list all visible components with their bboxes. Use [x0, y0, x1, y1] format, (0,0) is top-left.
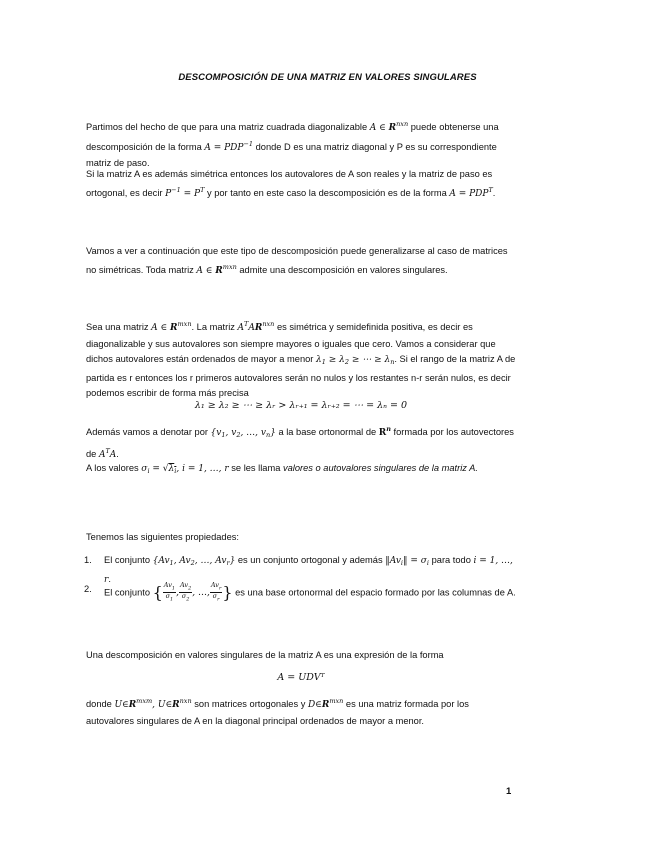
- math-v-set: {$v_1$, $v_2$, …, $v_n$}: [210, 428, 276, 439]
- p8-text-c: es una matriz formada por los autovalores singulares de A en la diagonal principal ordenados de mayor a menor.: [86, 699, 469, 726]
- paragraph-svd-definition: Una descomposición en valores singulares de la matriz A es una expresión de la forma: [86, 650, 444, 660]
- p8-text-b: son matrices ortogonales y: [191, 699, 308, 709]
- p5-text-c: formada por los autovectores de: [86, 427, 514, 459]
- math-P-inv-PT: $P^{-1} = P^T$: [165, 185, 205, 199]
- math-Av-set: {$Av_1$, $Av_2$, …, $Av_r$}: [152, 556, 236, 567]
- p6-text-a: A los valores: [86, 463, 142, 473]
- math-norm-Avi: $‖Av_i‖ = \sigma_i$: [385, 556, 430, 567]
- page-title: DESCOMPOSICIÓN DE UNA MATRIZ EN VALORES SINGULARES: [178, 72, 477, 83]
- math-ATA-2: $A^TA$: [98, 446, 117, 460]
- prop1-text-c: para todo: [429, 555, 474, 565]
- p4-text-a: Sea una matriz: [86, 322, 152, 332]
- math-ATA: $A^TAR^{nxn}$: [237, 320, 275, 333]
- p2-text-b: y por tanto en este caso la descomposición es de la forma: [204, 187, 450, 198]
- prop2-text-b: es una base ortonormal del espacio formado por las columnas de A.: [232, 587, 516, 598]
- p3-text-b: admite una descomposición en valores singulares.: [236, 264, 448, 275]
- properties-intro: Tenemos las siguientes propiedades:: [86, 532, 239, 542]
- math-i-range: i = 1, …, r: [104, 556, 513, 585]
- math-sigma-def: $\sigma_i = √\lambda_i$, i = 1, …, r: [141, 464, 229, 475]
- p4-text-b: . La matriz: [191, 322, 238, 332]
- property-item-2: [84, 581, 516, 604]
- math-U-V: $U\in R^{mxm}$, $U\in R^{nxn}$: [114, 697, 192, 710]
- prop2-text-a: El conjunto: [104, 587, 153, 598]
- math-A-PDPT: $A = PDP^T$: [449, 185, 493, 199]
- equation-eigen-order: λ₁ ≥ λ₂ ≥ ⋯ ≥ λᵣ > λᵣ₊₁ = λᵣ₊₂ = ⋯ = λₙ = 0: [194, 400, 408, 411]
- property-item-1: 1. El conjunto {$Av_1$, $Av_2$, …, $Av_r$} es un conjunto ortogonal y además $‖Av_i‖ = \sigma_i$ para todo i = 1, …, r.: [84, 555, 513, 585]
- property-number-1: 1.: [84, 555, 92, 565]
- p1-text-b: puede obtenerse una descomposición de la forma: [86, 122, 499, 152]
- paragraph-ata: [86, 317, 516, 402]
- p1-text-c: donde D es una matriz diagonal y P es su correspondiente matriz de paso.: [86, 141, 497, 168]
- math-A-in-Rmxn-2: A ∈ $R^{mxn}$: [151, 320, 192, 333]
- paragraph-diagonalizable: [86, 117, 516, 172]
- p4-text-d: . Si el rango de la matriz A de partida es r entonces los r primeros autovalores serán no nulos y los restantes n-r serán nulos, es decir podemos escribir de forma más precisa: [86, 354, 516, 398]
- property-number-2: 2.: [84, 584, 92, 594]
- p6-text-c: valores o autovalores singulares de la matriz A.: [282, 463, 478, 473]
- paragraph-svd-components: [86, 694, 516, 729]
- paragraph-singular-values: [86, 461, 516, 480]
- p5-text-b: a la base ortonormal de: [275, 427, 379, 437]
- math-A-in-Rmxn: A ∈ $R^{mxn}$: [196, 262, 237, 276]
- prop1-text-a: El conjunto: [104, 555, 153, 565]
- math-Rn: $R^n$: [378, 425, 391, 438]
- p1-text-a: Partimos del hecho de que para una matriz cuadrada diagonalizable: [86, 122, 370, 132]
- math-D: $D\in R^{mxn}$: [307, 697, 344, 710]
- page-number: 1: [506, 786, 512, 797]
- prop1-text-b: es un conjunto ortogonal y además: [235, 555, 386, 565]
- math-normalized-set: { $\frac{Av_1}{\sigma_1}$ , $\frac{Av_2}{\sigma_2}$ , …, $\frac{Av_r}{\sigma_r}$ }: [152, 581, 233, 603]
- p4-text-c: es simétrica y semidefinida positiva, es decir es diagonalizable y sus autovalores son siempre mayores o iguales que cero. Vamos a considerar que dichos autovalores están ordenados de mayor a menor: [86, 322, 496, 364]
- math-A-in-Rnxn: A ∈ $R^{nxn}$: [369, 120, 409, 133]
- paragraph-generalization: [86, 244, 516, 279]
- paragraph-symmetric: Si la matriz A es además simétrica entonces los autovalores de A son reales y la matriz de paso es ortogonal, es decir $P^{-1} = P^T$ y por tanto en este caso la descomposición es de la forma $A = PDP^T$.: [86, 169, 496, 199]
- p2-text-a: Si la matriz A es además simétrica entonces los autovalores de A son reales y la matriz de paso es ortogonal, es decir: [86, 169, 493, 198]
- math-A-PDP-inv: $A = PDP^{-1}$: [204, 139, 254, 153]
- p6-text-b: se les llama: [228, 463, 283, 473]
- paragraph-basis: Además vamos a denotar por {$v_1$, $v_2$, …, $v_n$} a la base ortonormal de $R^n$ formada por los autovectores de $A^TA$.: [86, 425, 514, 460]
- p3-text-a: Vamos a ver a continuación que este tipo de descomposición puede generalizarse al caso de matrices no simétricas. Toda matriz: [86, 246, 508, 275]
- p8-text-a: donde: [86, 699, 115, 709]
- p5-text-a: Además vamos a denotar por: [86, 427, 211, 437]
- math-lambda-order: $\lambda_1 \ge \lambda_2$ ≥ ⋯ ≥ $\lambda_n$: [315, 355, 395, 366]
- equation-svd: A = UDVᵀ: [277, 672, 325, 683]
